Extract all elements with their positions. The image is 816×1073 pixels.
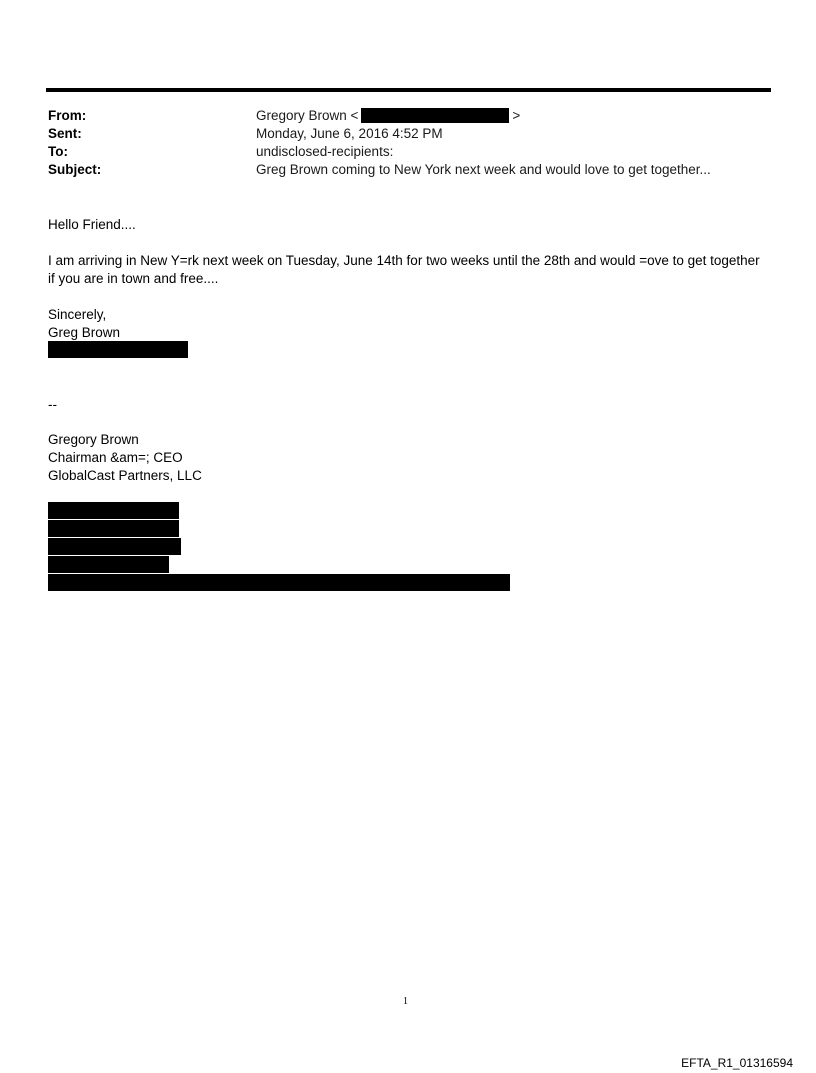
- sent-value: Monday, June 6, 2016 4:52 PM: [256, 126, 443, 141]
- from-name: Gregory Brown <: [256, 108, 359, 123]
- redacted-block-signature: [48, 341, 188, 358]
- message-line-1: I am arriving in New Y=rk next week on Tuesday, June 14th for two weeks until the 28th and would =ove to get together: [48, 253, 760, 268]
- signature-separator: --: [48, 397, 57, 412]
- greeting: Hello Friend....: [48, 217, 136, 232]
- redacted-block-3: [48, 538, 181, 555]
- from-row: [48, 107, 768, 125]
- message-line-2: if you are in town and free....: [48, 271, 219, 286]
- closing: Sincerely,: [48, 307, 107, 322]
- to-value: undisclosed-recipients:: [256, 144, 394, 159]
- to-label: To:: [48, 144, 68, 159]
- redacted-block-5: [48, 574, 510, 591]
- subject-label: Subject:: [48, 162, 102, 177]
- document-id: EFTA_R1_01316594: [681, 1056, 793, 1070]
- redacted-block-1: [48, 502, 179, 519]
- redacted-block-4: [48, 556, 169, 573]
- subject-row: [48, 161, 768, 179]
- sent-row: [48, 125, 768, 143]
- message-paragraph: [48, 252, 773, 288]
- signature-name: Gregory Brown: [48, 432, 139, 447]
- subject-value: Greg Brown coming to New York next week and would love to get together...: [256, 162, 711, 177]
- sent-label: Sent:: [48, 126, 82, 141]
- redacted-email-address: [361, 108, 509, 123]
- page-number: 1: [403, 996, 408, 1007]
- from-close: >: [512, 108, 521, 123]
- header-rule: [46, 88, 771, 92]
- signer-name: Greg Brown: [48, 325, 121, 340]
- from-value: [256, 107, 520, 125]
- signature-title: Chairman &am=; CEO: [48, 450, 183, 465]
- email-header: [48, 107, 768, 179]
- from-label: From:: [48, 108, 87, 123]
- to-row: [48, 143, 768, 161]
- signature-company: GlobalCast Partners, LLC: [48, 468, 202, 483]
- redacted-block-2: [48, 520, 179, 537]
